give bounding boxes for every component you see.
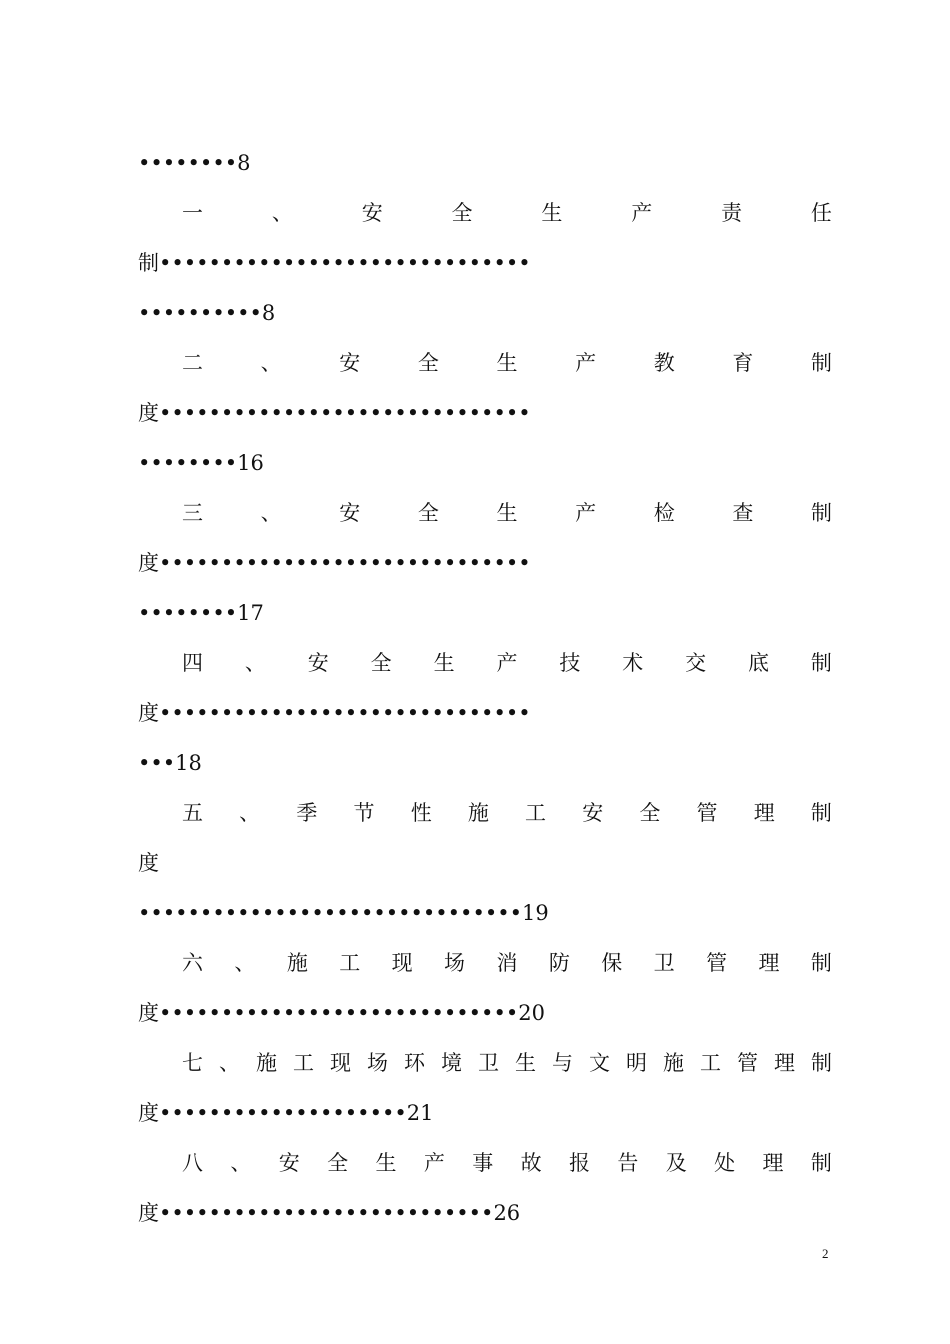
heading-char: 防	[548, 951, 570, 975]
heading-char: 责	[721, 201, 743, 225]
heading-char: 卫	[478, 1051, 499, 1075]
toc-entry-2-page	[138, 448, 832, 478]
heading-char: 全	[327, 1151, 349, 1175]
heading-char: 制	[811, 1051, 832, 1075]
toc-leader-dots: ••••••••••••••••••••••••••••••	[159, 551, 531, 575]
heading-char: 、	[271, 201, 293, 225]
toc-continuation	[138, 148, 832, 178]
heading-tail: 度	[138, 851, 159, 875]
toc-entry-3-leader	[138, 548, 832, 578]
toc-leader-dots: ••••••••••••••••••••••••••••••	[159, 401, 531, 425]
heading-char: 理	[758, 951, 780, 975]
heading-char: 保	[601, 951, 623, 975]
toc-entry-2-heading[interactable]	[182, 348, 832, 378]
toc-entry-4-page	[138, 748, 832, 778]
heading-char: 施	[663, 1051, 684, 1075]
heading-char: 生	[496, 351, 518, 375]
heading-char: 现	[330, 1051, 351, 1075]
heading-char: 安	[339, 351, 361, 375]
heading-char: 、	[260, 351, 282, 375]
heading-char: 施	[286, 951, 308, 975]
toc-page-ref: 度•••••••••••••••••••••••••••••20	[138, 1001, 545, 1025]
heading-char: 制	[810, 1151, 832, 1175]
heading-char: 安	[582, 801, 604, 825]
toc-page-ref: ••••••••••8	[138, 301, 276, 325]
toc-page-ref: •••18	[138, 751, 202, 775]
heading-char: 安	[361, 201, 383, 225]
toc-entry-7-heading[interactable]	[182, 1048, 832, 1078]
heading-char: 术	[622, 651, 644, 675]
heading-char: 施	[256, 1051, 277, 1075]
heading-char: 告	[617, 1151, 639, 1175]
heading-char: 卫	[653, 951, 675, 975]
heading-char: 产	[575, 351, 597, 375]
toc-entry-5-page	[138, 898, 832, 928]
heading-char: 生	[541, 201, 563, 225]
toc-page-ref: ••••••••17	[138, 601, 264, 625]
heading-char: 三	[182, 501, 203, 525]
heading-char: 、	[219, 1051, 240, 1075]
heading-char: 查	[732, 501, 754, 525]
heading-char: 全	[451, 201, 473, 225]
toc-page-ref: ••••••••16	[138, 451, 264, 475]
heading-char: 明	[626, 1051, 647, 1075]
heading-char: 制	[810, 651, 832, 675]
heading-char: 制	[810, 951, 832, 975]
heading-char: 性	[410, 801, 432, 825]
toc-entry-4-leader	[138, 698, 832, 728]
heading-char: 全	[417, 501, 439, 525]
heading-char: 理	[762, 1151, 784, 1175]
heading-char: 报	[569, 1151, 590, 1175]
toc-entry-6-page	[138, 998, 832, 1028]
heading-char: 处	[714, 1151, 736, 1175]
heading-char: 制	[810, 801, 832, 825]
toc-leader-dots: ••••••••••••••••••••••••••••••	[159, 701, 531, 725]
heading-char: 产	[496, 651, 518, 675]
heading-char: 施	[467, 801, 489, 825]
heading-char: 底	[748, 651, 770, 675]
heading-char: 与	[552, 1051, 573, 1075]
heading-char: 消	[496, 951, 518, 975]
heading-tail: 度	[138, 401, 159, 425]
toc-entry-3-heading[interactable]	[182, 498, 832, 528]
toc-entry-5-lead	[138, 848, 832, 878]
heading-char: 五	[182, 801, 203, 825]
heading-char: 六	[182, 951, 203, 975]
heading-char: 任	[810, 201, 832, 225]
heading-char: 生	[515, 1051, 536, 1075]
toc-entry-1-heading[interactable]	[182, 198, 832, 228]
heading-char: 工	[293, 1051, 314, 1075]
heading-char: 、	[234, 951, 256, 975]
heading-char: 管	[737, 1051, 758, 1075]
heading-char: 技	[559, 651, 581, 675]
heading-char: 、	[239, 801, 261, 825]
heading-char: 、	[260, 501, 282, 525]
heading-char: 工	[700, 1051, 721, 1075]
heading-char: 工	[339, 951, 361, 975]
heading-char: 现	[391, 951, 413, 975]
toc-leader-tail: ••••••••8	[138, 151, 251, 175]
toc-entry-7-page	[138, 1098, 832, 1128]
heading-char: 及	[665, 1151, 687, 1175]
heading-char: 、	[244, 651, 266, 675]
toc-entry-2-leader	[138, 398, 832, 428]
heading-char: 管	[706, 951, 728, 975]
heading-char: 生	[433, 651, 455, 675]
heading-char: 产	[631, 201, 653, 225]
heading-char: 季	[296, 801, 318, 825]
heading-tail: 度	[138, 701, 159, 725]
heading-char: 全	[639, 801, 661, 825]
heading-tail: 制	[138, 251, 159, 275]
heading-char: 二	[182, 351, 203, 375]
heading-char: 安	[278, 1151, 300, 1175]
toc-page-ref: 度••••••••••••••••••••21	[138, 1101, 434, 1125]
heading-char: 境	[441, 1051, 462, 1075]
heading-char: 检	[653, 501, 675, 525]
heading-char: 场	[444, 951, 466, 975]
heading-char: 产	[575, 501, 597, 525]
heading-tail: 度	[138, 551, 159, 575]
page-number: 2	[822, 1246, 829, 1261]
toc-entry-5-heading[interactable]	[182, 798, 832, 828]
heading-char: 一	[182, 201, 203, 225]
heading-char: 全	[370, 651, 392, 675]
heading-char: 制	[811, 351, 832, 375]
toc-page-ref: •••••••••••••••••••••••••••••••19	[138, 901, 549, 925]
heading-char: 交	[685, 651, 707, 675]
heading-char: 四	[182, 651, 203, 675]
heading-char: 事	[472, 1151, 494, 1175]
toc-entry-6-heading[interactable]	[182, 948, 832, 978]
toc-leader-dots: ••••••••••••••••••••••••••••••	[159, 251, 531, 275]
heading-char: 理	[774, 1051, 795, 1075]
heading-char: 教	[653, 351, 675, 375]
heading-char: 环	[404, 1051, 425, 1075]
heading-char: 场	[367, 1051, 388, 1075]
heading-char: 、	[230, 1151, 252, 1175]
heading-char: 文	[589, 1051, 610, 1075]
toc-entry-1-page	[138, 298, 832, 328]
heading-char: 制	[811, 501, 832, 525]
heading-char: 节	[353, 801, 375, 825]
toc-entry-8-heading[interactable]	[182, 1148, 832, 1178]
toc-entry-3-page	[138, 598, 832, 628]
toc-entry-4-heading[interactable]	[182, 648, 832, 678]
toc-entry-1-leader	[138, 248, 832, 278]
heading-char: 全	[417, 351, 439, 375]
heading-char: 理	[753, 801, 775, 825]
heading-char: 生	[496, 501, 518, 525]
heading-char: 育	[732, 351, 754, 375]
heading-char: 七	[182, 1051, 203, 1075]
heading-char: 管	[696, 801, 718, 825]
heading-char: 故	[520, 1151, 542, 1175]
toc-page-ref: 度•••••••••••••••••••••••••••26	[138, 1201, 521, 1225]
heading-char: 八	[182, 1151, 203, 1175]
heading-char: 安	[339, 501, 361, 525]
heading-char: 生	[375, 1151, 397, 1175]
heading-char: 安	[307, 651, 329, 675]
toc-entry-8-page	[138, 1198, 832, 1228]
heading-char: 工	[525, 801, 547, 825]
heading-char: 产	[423, 1151, 445, 1175]
